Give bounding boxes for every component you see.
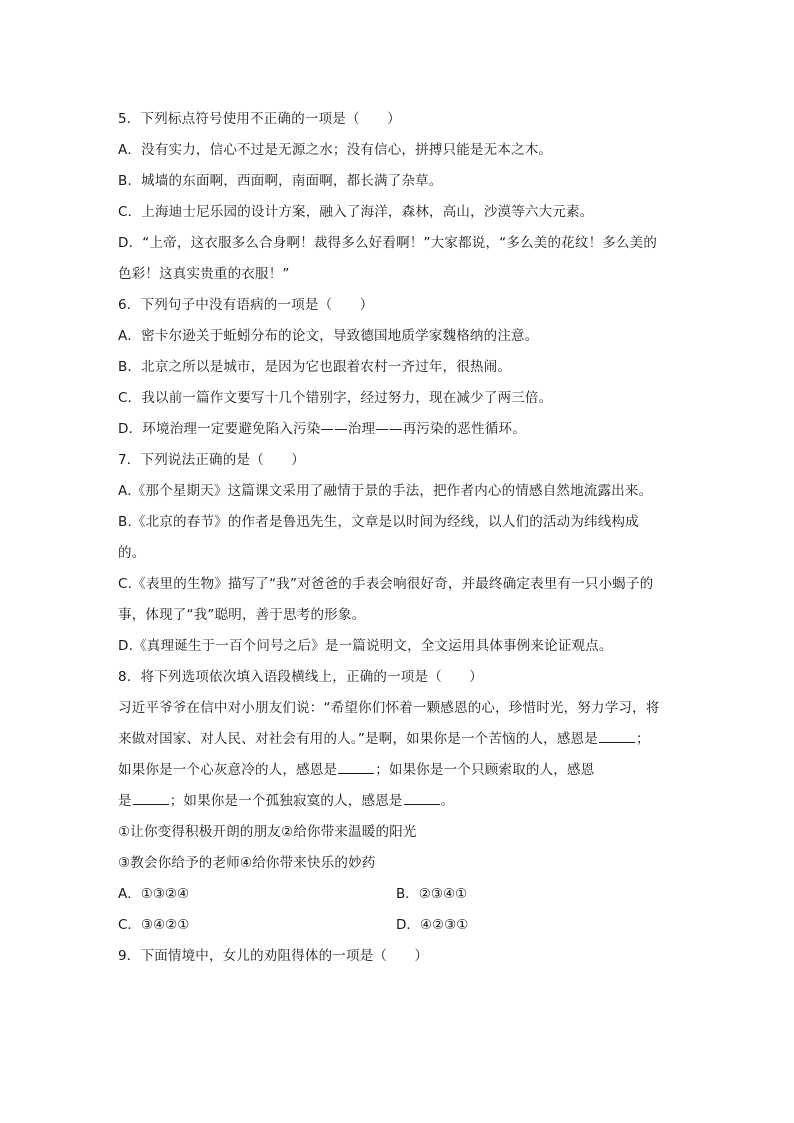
exam-page <box>118 104 678 972</box>
question-8-items-line1: ①让你变得积极开朗的朋友②给你带来温暖的阳光 <box>118 824 417 840</box>
passage-text: 。 <box>440 793 455 809</box>
passage-text: 是 <box>118 793 132 809</box>
passage-text: 来做对国家、对人民、对社会有用的人。”是啊，如果你是一个苦恼的人，感恩是 <box>118 731 598 747</box>
question-5-stem: 5．下列标点符号使用不正确的一项是（ ） <box>118 111 401 127</box>
question-8-options-row1 <box>118 879 678 910</box>
question-8-options-row2 <box>118 910 678 941</box>
question-7-option-a: A.《那个星期天》这篇课文采用了融情于景的手法，把作者内心的情感自然地流露出来。 <box>118 483 653 499</box>
question-7-stem: 7．下列说法正确的是（ ） <box>118 452 305 468</box>
question-6-option-a: A．密卡尔逊关于蚯蚓分布的论文，导致德国地质学家魏格纳的注意。 <box>118 328 539 344</box>
question-7-option-c-line1: C.《表里的生物》描写了“我”对爸爸的手表会响很好奇，并最终确定表里有一只小蝎子的 <box>118 576 654 592</box>
question-7-option-b-line1: B.《北京的春节》的作者是鲁迅先生，文章是以时间为经线，以人们的活动为纬线构成 <box>118 514 639 530</box>
question-7-option-b-line2: 的。 <box>118 545 146 561</box>
question-8-items-line2: ③教会你给予的老师④给你带来快乐的妙药 <box>118 855 376 871</box>
question-5-option-c: C．上海迪士尼乐园的设计方案，融入了海洋，森林，高山，沙漠等六大元素。 <box>118 204 594 220</box>
question-5-option-a: A．没有实力，信心不过是无源之水；没有信心，拼搏只能是无本之木。 <box>118 142 553 158</box>
question-5-option-d-line1: D．“上帝，这衣服多么合身啊！裁得多么好看啊！”大家都说，“多么美的花纹！多么美的 <box>118 235 658 251</box>
question-6-stem: 6．下列句子中没有语病的一项是（ ） <box>118 297 374 313</box>
question-8-option-b: B．②③④① <box>396 886 468 902</box>
fill-blank-2 <box>338 759 374 774</box>
question-7-option-c-line2: 事，体现了“我”聪明，善于思考的形象。 <box>118 607 366 623</box>
question-8-option-c: C．③④②① <box>118 917 190 933</box>
question-5-option-b: B．城墙的东面啊，西面啊，南面啊，都长满了杂草。 <box>118 173 443 189</box>
question-6-option-c: C．我以前一篇作文要写十几个错别字，经过努力，现在减少了两三倍。 <box>118 390 553 406</box>
question-6-option-d: D．环境治理一定要避免陷入污染——治理——再污染的恶性循环。 <box>118 421 526 437</box>
question-9-stem: 9．下面情境中，女儿的劝阻得体的一项是（ ） <box>118 948 429 964</box>
question-7-option-d: D.《真理诞生于一百个问号之后》是一篇说明文，全文运用具体事例来论证观点。 <box>118 638 613 654</box>
fill-blank-1 <box>599 728 635 743</box>
question-8-passage-line4 <box>118 786 678 817</box>
passage-text: ；如果你是一个只顾索取的人，感恩 <box>375 762 595 778</box>
question-8-passage-line2 <box>118 724 678 755</box>
question-8-option-a: A．①③②④ <box>118 886 190 902</box>
question-6-option-b: B．北京之所以是城市，是因为它也跟着农村一齐过年，很热闹。 <box>118 359 512 375</box>
passage-text: 如果你是一个心灰意冷的人，感恩是 <box>118 762 338 778</box>
question-8-option-d: D．④②③① <box>396 917 469 933</box>
fill-blank-4 <box>404 790 440 805</box>
question-8-passage-line1: 习近平爷爷在信中对小朋友们说：“希望你们怀着一颗感恩的心，珍惜时光，努力学习，将 <box>118 700 660 716</box>
passage-text: ； <box>635 731 650 747</box>
passage-text: ；如果你是一个孤独寂寞的人，感恩是 <box>169 793 403 809</box>
fill-blank-3 <box>133 790 169 805</box>
question-8-stem: 8．将下列选项依次填入语段横线上，正确的一项是（ ） <box>118 669 483 685</box>
question-5-option-d-line2: 色彩！这真实贵重的衣服！” <box>118 266 290 282</box>
question-8-passage-line3 <box>118 755 678 786</box>
